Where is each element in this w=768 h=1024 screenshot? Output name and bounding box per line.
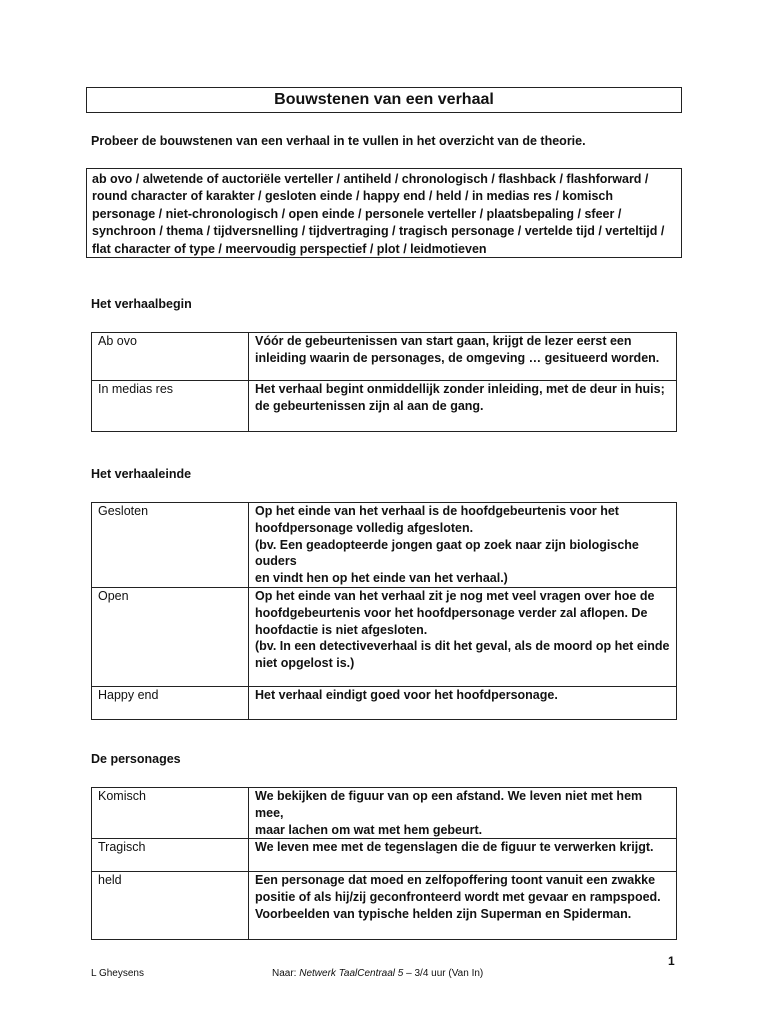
definition-line: niet opgelost is.) bbox=[255, 656, 355, 671]
word-bank-line: ab ovo / alwetende of auctoriële verteller / antiheld / chronologisch / flashback / flashforward / bbox=[92, 172, 649, 186]
term-cell: Happy end bbox=[92, 686, 249, 719]
definition-line: Het verhaal eindigt goed voor het hoofdpersonage. bbox=[255, 687, 558, 702]
footer-author: L Gheysens bbox=[91, 968, 144, 979]
definition-line: positie of als hij/zij geconfronteerd wordt met gevaar en rampspoed. bbox=[255, 890, 661, 905]
footer-source-title: Netwerk TaalCentraal 5 bbox=[299, 968, 404, 979]
definition-line: Het verhaal begint onmiddellijk zonder inleiding, met de deur in huis; bbox=[255, 382, 665, 396]
definition-line: inleiding waarin de personages, de omgeving … gesitueerd worden. bbox=[255, 350, 660, 365]
section-heading-personages: De personages bbox=[91, 752, 181, 766]
definition-line: hoofdgebeurtenis voor het hoofdpersonage verder zal aflopen. De bbox=[255, 605, 648, 620]
definition-line: Op het einde van het verhaal is de hoofdgebeurtenis voor het bbox=[255, 504, 619, 518]
definition-line: de gebeurtenissen zijn al aan de gang. bbox=[255, 398, 484, 413]
table-row bbox=[92, 686, 677, 719]
definition-line: Een personage dat moed en zelfopoffering toont vanuit een zwakke bbox=[255, 873, 656, 888]
definition-cell bbox=[249, 587, 677, 686]
definition-cell bbox=[249, 686, 677, 719]
definition-line: Op het einde van het verhaal zit je nog met veel vragen over hoe de bbox=[255, 588, 655, 603]
definition-table-personages bbox=[91, 787, 677, 940]
definition-cell bbox=[249, 333, 677, 381]
word-bank-line: personage / niet-chronologisch / open einde / personele verteller / plaatsbepaling / sfeer / bbox=[92, 206, 622, 221]
table-row bbox=[92, 587, 677, 686]
term-cell: Gesloten bbox=[92, 503, 249, 588]
word-bank-line: synchroon / thema / tijdversnelling / tijdvertraging / tragisch personage / vertelde tijd / verteltijd / bbox=[92, 224, 665, 239]
definition-cell bbox=[249, 503, 677, 588]
section-heading-verhaalbegin: Het verhaalbegin bbox=[91, 297, 192, 311]
definition-cell bbox=[249, 381, 677, 432]
table-row bbox=[92, 333, 677, 381]
definition-cell bbox=[249, 872, 677, 940]
definition-line: (bv. Een geadopteerde jongen gaat op zoek naar zijn biologische ouders bbox=[255, 537, 639, 569]
term-cell: Ab ovo bbox=[92, 333, 249, 381]
term-cell: Open bbox=[92, 587, 249, 686]
definition-cell bbox=[249, 788, 677, 839]
table-row bbox=[92, 381, 677, 432]
section-heading-verhaaleinde: Het verhaaleinde bbox=[91, 467, 192, 481]
definition-line: Vóór de gebeurtenissen van start gaan, krijgt de lezer eerst een bbox=[255, 334, 632, 348]
table-row bbox=[92, 839, 677, 872]
definition-line: (bv. In een detectiveverhaal is dit het geval, als de moord op het einde bbox=[255, 639, 670, 654]
definition-line: en vindt hen op het einde van het verhaal.) bbox=[255, 571, 508, 586]
definition-line: hoofdactie is niet afgesloten. bbox=[255, 622, 428, 637]
word-bank-line: round character of karakter / gesloten einde / happy end / held / in medias res / komisch bbox=[92, 189, 613, 204]
word-bank bbox=[86, 168, 682, 258]
table-row bbox=[92, 872, 677, 940]
definition-table-verhaaleinde bbox=[91, 502, 677, 720]
term-cell: held bbox=[92, 872, 249, 940]
document-title bbox=[86, 87, 682, 113]
page-number: 1 bbox=[668, 954, 675, 968]
definition-line: maar lachen om wat met hem gebeurt. bbox=[255, 822, 483, 837]
definition-line: We leven mee met de tegenslagen die de figuur te verwerken krijgt. bbox=[255, 840, 654, 855]
footer-source-suffix: – 3/4 uur (Van In) bbox=[403, 968, 484, 979]
definition-line: hoofdpersonage volledig afgesloten. bbox=[255, 520, 474, 535]
word-bank-line: flat character of type / meervoudig perspectief / plot / leidmotieven bbox=[92, 241, 487, 256]
table-row bbox=[92, 788, 677, 839]
definition-line: Voorbeelden van typische helden zijn Superman en Spiderman. bbox=[255, 906, 632, 921]
footer-source bbox=[272, 968, 483, 979]
term-cell: In medias res bbox=[92, 381, 249, 432]
table-row bbox=[92, 503, 677, 588]
term-cell: Komisch bbox=[92, 788, 249, 839]
definition-cell bbox=[249, 839, 677, 872]
intro-instruction: Probeer de bouwstenen van een verhaal in te vullen in het overzicht van de theorie. bbox=[91, 134, 586, 148]
document-title-text: Bouwstenen van een verhaal bbox=[274, 91, 494, 108]
definition-table-verhaalbegin bbox=[91, 332, 677, 432]
term-cell: Tragisch bbox=[92, 839, 249, 872]
footer-source-prefix: Naar: bbox=[272, 968, 300, 979]
definition-line: We bekijken de figuur van op een afstand. We leven niet met hem mee, bbox=[255, 789, 643, 820]
